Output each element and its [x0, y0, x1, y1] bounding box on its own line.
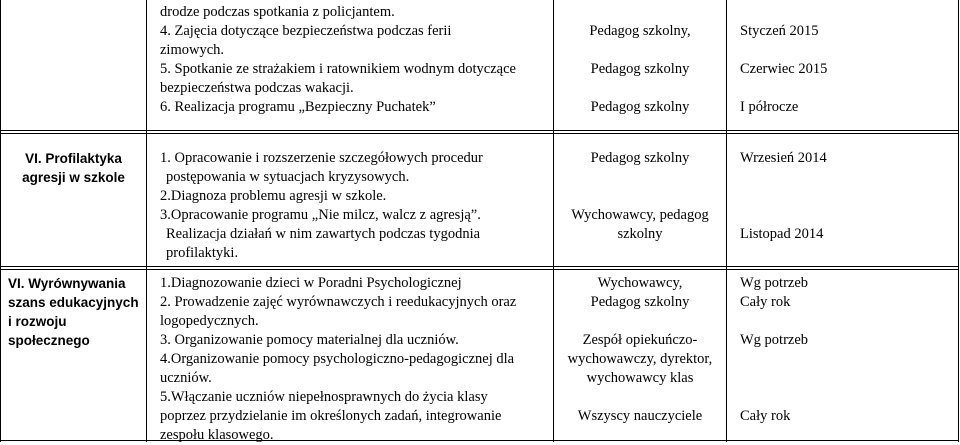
action-line: poprzez przydzielanie im określonych zadań, integrowanie [160, 408, 502, 424]
responsible-line: wychowawczy, dyrektor, [567, 351, 713, 367]
section-title-line: VI. Profilaktyka [25, 151, 122, 166]
dates-cell [740, 149, 827, 244]
action-line: 2.Diagnoza problemu agresji w szkole. [160, 188, 387, 204]
action-line: zimowych. [160, 42, 225, 58]
responsible-line: wychowawcy klas [586, 370, 694, 386]
responsible-line: Pedagog szkolny [590, 150, 690, 166]
table-border-left [0, 0, 1, 442]
date-line: Listopad 2014 [740, 226, 824, 242]
dates-cell [740, 22, 827, 117]
responsible-line: Wychowawcy, pedagog [571, 207, 709, 223]
action-line: 5.Włączanie uczniów niepełnosprawnych do życia klasy [160, 389, 488, 405]
row-divider-1 [0, 130, 959, 131]
section-title-line: agresji w szkole [22, 170, 125, 185]
date-line: Cały rok [740, 408, 791, 424]
table-border-right [958, 0, 959, 442]
date-line: Wg potrzeb [740, 275, 809, 291]
date-line: Wg potrzeb [740, 332, 809, 348]
date-line: Czerwiec 2015 [740, 61, 828, 77]
action-line: 1.Diagnozowanie dzieci w Poradni Psychologicznej [160, 275, 462, 291]
row-divider-3 [0, 266, 959, 267]
responsible-line: Wychowawcy, [597, 275, 683, 291]
section-title [1, 149, 146, 187]
actions-cell [160, 3, 516, 117]
action-line: 6. Realizacja programu „Bezpieczny Puchatek” [160, 99, 436, 115]
row-divider-2 [0, 133, 959, 134]
responsible-cell [554, 274, 726, 426]
action-line: 2. Prowadzenie zajęć wyrównawczych i reedukacyjnych oraz [160, 294, 517, 310]
responsible-line: Pedagog szkolny, [589, 23, 691, 39]
date-line: Wrzesień 2014 [740, 150, 827, 166]
action-line: 3. Organizowanie pomocy materialnej dla uczniów. [160, 332, 459, 348]
action-line: Realizacja działań w nim zawartych podczas tygodnia [166, 226, 481, 242]
action-line: postępowania w sytuacjach kryzysowych. [166, 169, 410, 185]
section-title-line: szans edukacyjnych [8, 295, 139, 310]
date-line: Styczeń 2015 [740, 23, 819, 39]
action-line: 5. Spotkanie ze strażakiem i ratownikiem wodnym dotyczące [160, 61, 516, 77]
column-divider-1 [146, 0, 147, 442]
actions-cell [160, 274, 516, 445]
section-title-line: społecznego [8, 333, 90, 348]
responsible-line: Wszyscy nauczyciele [577, 408, 703, 424]
section-title-line: VI. Wyrównywania [8, 276, 126, 291]
section-title [8, 274, 139, 350]
date-line: Cały rok [740, 294, 791, 310]
responsible-line: Pedagog szkolny [590, 61, 690, 77]
action-line: 4. Zajęcia dotyczące bezpieczeństwa podczas ferii [160, 23, 452, 39]
action-line: 1. Opracowanie i rozszerzenie szczegółowych procedur [160, 150, 483, 166]
action-line: logopedycznych. [160, 313, 259, 329]
responsible-line: Pedagog szkolny [590, 294, 690, 310]
responsible-cell [554, 22, 726, 117]
action-line: profilaktyki. [166, 245, 239, 261]
row-divider-4 [0, 269, 959, 270]
action-line: 4.Organizowanie pomocy psychologiczno-pedagogicznej dla [160, 351, 515, 367]
action-line: uczniów. [160, 370, 212, 386]
column-divider-3 [726, 0, 727, 442]
responsible-line: Zespół opiekuńczo- [582, 332, 698, 348]
responsible-line: Pedagog szkolny [590, 99, 690, 115]
action-line: drodze podczas spotkania z policjantem. [160, 4, 395, 20]
action-line: 3.Opracowanie programu „Nie milcz, walcz z agresją”. [160, 207, 481, 223]
date-line: I półrocze [740, 99, 799, 115]
responsible-cell [554, 149, 726, 244]
dates-cell [740, 274, 808, 426]
actions-cell [160, 149, 483, 263]
section-title-line: i rozwoju [8, 314, 67, 329]
action-line: zespołu klasowego. [160, 427, 274, 443]
responsible-line: szkolny [617, 226, 663, 242]
action-line: bezpieczeństwa podczas wakacji. [160, 80, 354, 96]
